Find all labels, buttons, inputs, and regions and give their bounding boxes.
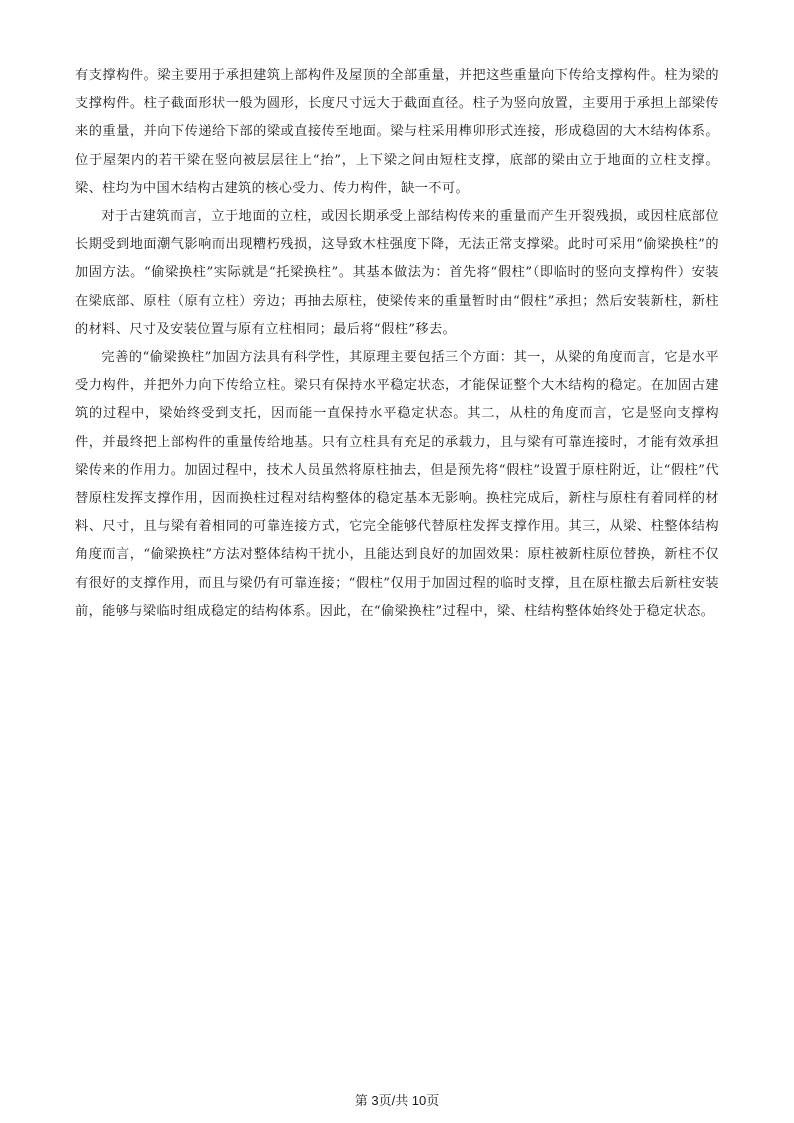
page-number: 第 3页/共 10页 (354, 1093, 440, 1108)
document-body (75, 62, 719, 626)
paragraph-3: 完善的“偷梁换柱”加固方法具有科学性，其原理主要包括三个方面：其一，从梁的角度而言，它是水平受力构件，并把外力向下传给立柱。梁只有保持水平稳定状态，才能保证整个大木结构的稳定。在加固古建筑的过程中，梁始终受到支托，因而能一直保持水平稳定状态。其二，从柱的角度而言，它是竖向支撑构件，并最终把上部构件的重量传给地基。只有立柱具有充足的承载力，且与梁有可靠连接时，才能有效承担梁传来的作用力。加固过程中，技术人员虽然将原柱抽去，但是预先将“假柱”设置于原柱附近，让“假柱”代替原柱发挥支撑作用，因而换柱过程对结构整体的稳定基本无影响。换柱完成后，新柱与原柱有着同样的材料、尺寸，且与梁有着相同的可靠连接方式，它完全能够代替原柱发挥支撑作用。其三，从梁、柱整体结构角度而言，“偷梁换柱”方法对整体结构干扰小，且能达到良好的加固效果：原柱被新柱原位替换，新柱不仅有很好的支撑作用，而且与梁仍有可靠连接；“假柱”仅用于加固过程的临时支撑，且在原柱撤去后新柱安装前，能够与梁临时组成稳定的结构体系。因此，在“偷梁换柱”过程中，梁、柱结构整体始终处于稳定状态。 (75, 350, 719, 619)
page-footer (0, 1090, 794, 1109)
paragraph-2: 对于古建筑而言，立于地面的立柱，或因长期承受上部结构传来的重量而产生开裂残损，或因柱底部位长期受到地面潮气影响而出现糟朽残损，这导致木柱强度下降，无法正常支撑梁。此时可采用“偷梁换柱”的加固方法。“偷梁换柱”实际就是“托梁换柱”。其基本做法为：首先将“假柱”（即临时的竖向支撑构件）安装在梁底部、原柱（原有立柱）旁边；再抽去原柱，使梁传来的重量暂时由“假柱”承担；然后安装新柱，新柱的材料、尺寸及安装位置与原有立柱相同；最后将“假柱”移去。 (75, 209, 719, 337)
paragraph-1: 有支撑构件。梁主要用于承担建筑上部构件及屋顶的全部重量，并把这些重量向下传给支撑构件。柱为梁的支撑构件。柱子截面形状一般为圆形，长度尺寸远大于截面直径。柱子为竖向放置，主要用于承担上部梁传来的重量，并向下传递给下部的梁或直接传至地面。梁与柱采用榫卯形式连接，形成稳固的大木结构体系。位于屋架内的若干梁在竖向被层层往上“抬”，上下梁之间由短柱支撑，底部的梁由立于地面的立柱支撑。梁、柱均为中国木结构古建筑的核心受力、传力构件，缺一不可。 (75, 68, 719, 196)
